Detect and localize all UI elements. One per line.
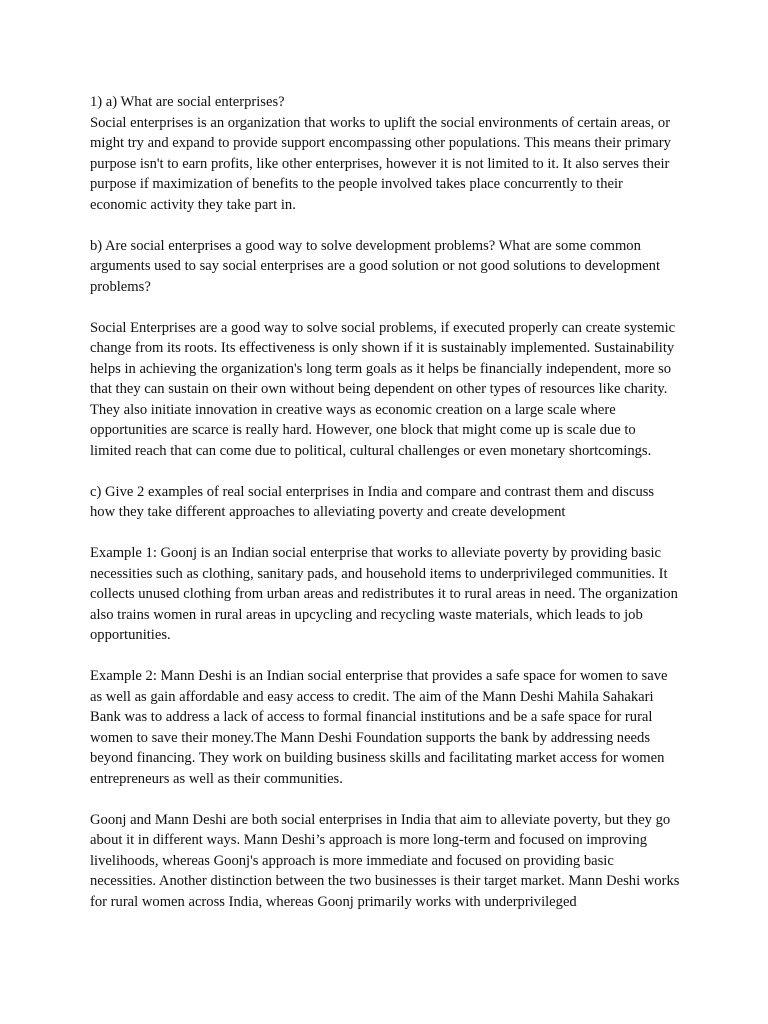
q1b-question: b) Are social enterprises a good way to solve development problems? What are some common arguments used to say social enterprises are a good solution or not good solutions to development problems? [90, 237, 661, 295]
q1a-heading: 1) a) What are social enterprises? [90, 94, 285, 110]
q1c-question: c) Give 2 examples of real social enterprises in India and compare and contrast them and discuss how they take different approaches to alleviating poverty and create development [90, 483, 655, 520]
example-1-paragraph: Example 1: Goonj is an Indian social enterprise that works to alleviate poverty by providing basic necessities such as clothing, sanitary pads, and household items to underprivileged communities. It collects unused clothing from urban areas and redistributes it to rural areas in need. The organization also trains women in rural areas in upcycling and recycling waste materials, which leads to job opportunities. [90, 545, 678, 643]
comparison-paragraph: Goonj and Mann Deshi are both social enterprises in India that aim to alleviate poverty, but they go about it in different ways. Mann Deshi’s approach is more long-term and focused on improving livelihoods, whereas Goonj's approach is more immediate and focused on providing basic necessities. Another distinction between the two businesses is their target market. Mann Deshi works for rural women across India, whereas Goonj primarily works with underprivileged [90, 811, 680, 910]
document-page [90, 92, 680, 933]
example-2-paragraph: Example 2: Mann Deshi is an Indian social enterprise that provides a safe space for women to save as well as gain affordable and easy access to credit. The aim of the Mann Deshi Mahila Sahakari Bank was to address a lack of access to formal financial institutions and be a safe space for rural women to save their money.The Mann Deshi Foundation supports the bank by addressing needs beyond financing. They work on building business skills and facilitating market access for women entrepreneurs as well as their communities. [90, 668, 668, 787]
q1a-block [90, 92, 680, 215]
q1b-answer: Social Enterprises are a good way to solve social problems, if executed properly can create systemic change from its roots. Its effectiveness is only shown if it is sustainably implemented. Sustainability helps in achieving the organization's long term goals as it helps be financially independent, more so that they can sustain on their own without being dependent on other types of resources like charity. They also initiate innovation in creative ways as economic creation on a large scale where opportunities are scarce is really hard. However, one block that might come up is scale due to limited reach that can come due to political, cultural challenges or even monetary shortcomings. [90, 319, 676, 459]
q1a-answer: Social enterprises is an organization that works to uplift the social environments of certain areas, or might try and expand to provide support encompassing other populations. This means their primary purpose isn't to earn profits, like other enterprises, however it is not limited to it. It also serves their purpose if maximization of benefits to the people involved takes place concurrently to their economic activity they take part in. [90, 114, 671, 213]
